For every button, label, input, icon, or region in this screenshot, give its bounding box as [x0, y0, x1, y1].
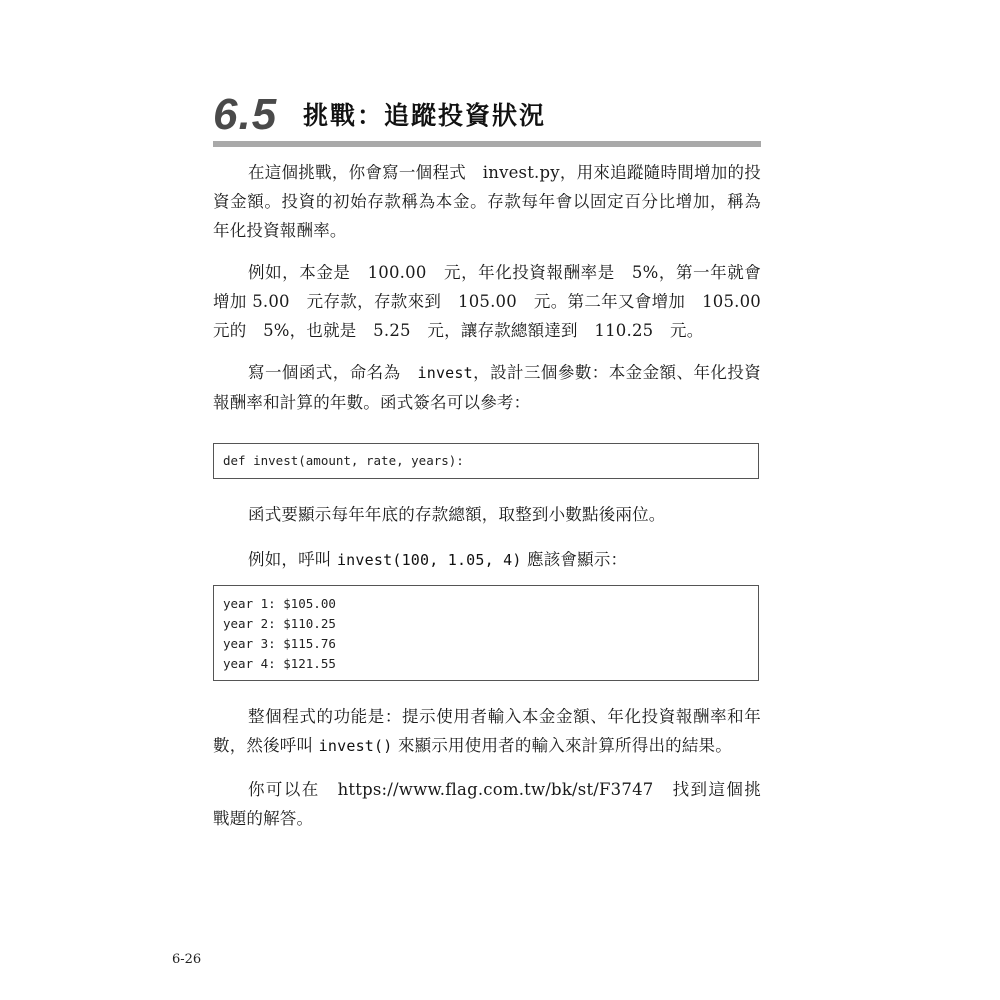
text-segment: 應該會顯示： — [521, 550, 628, 569]
code-block-output — [213, 585, 759, 681]
page-number: 6-26 — [172, 952, 202, 967]
section-number: 6.5 — [213, 90, 278, 139]
text-segment: 來顯示用使用者的輸入來計算所得出的結果。 — [392, 736, 732, 755]
inline-code-invest-call: invest(100, 1.05, 4) — [336, 551, 522, 569]
code-line: year 1: $105.00 — [223, 596, 336, 611]
section-divider — [213, 141, 761, 147]
paragraph-example: 例如，本金是 100.00 元，年化投資報酬率是 5%，第一年就會增加 5.00 元存款，存款來到 105.00 元。第二年又會增加 105.00 元的 5%，也就是 5.25 元，讓存款總額達到 110.25 元。 — [213, 263, 778, 340]
text-segment: ，設計三個參數：本金金額、年化投資報酬率和計算的年數。函式簽名可以參考： — [213, 363, 761, 412]
code-line: year 2: $110.25 — [223, 616, 336, 631]
paragraph-solution-link: 你可以在 https://www.flag.com.tw/bk/st/F3747 找到這個挑戰題的解答。 — [213, 780, 761, 828]
paragraph-call-example — [213, 545, 761, 575]
code-line: year 4: $121.55 — [223, 656, 336, 671]
section-header — [213, 90, 761, 150]
paragraph-intro: 在這個挑戰，你會寫一個程式 invest.py，用來追蹤隨時間增加的投資金額。投資的初始存款稱為本金。存款每年會以固定百分比增加，稱為年化投資報酬率。 — [213, 163, 761, 240]
inline-code-invest: invest — [417, 364, 473, 382]
code-block-signature — [213, 443, 759, 479]
code-line: year 3: $115.76 — [223, 636, 336, 651]
text-segment: 例如，呼叫 — [248, 550, 337, 569]
paragraph-function-spec — [213, 358, 761, 417]
paragraph-output-requirement: 函式要顯示每年年底的存款總額，取整到小數點後兩位。 — [248, 505, 666, 524]
inline-code-invest-empty: invest() — [318, 737, 393, 755]
section-title: 挑戰：追蹤投資狀況 — [303, 101, 547, 130]
text-segment: 寫一個函式，命名為 — [248, 363, 418, 382]
paragraph-program-function — [213, 702, 761, 761]
text-segment: 整個程式的功能是：提示使用者輸入本金金額、年化投資報酬率和年數，然後呼叫 — [213, 707, 761, 755]
code-line: def invest(amount, rate, years): — [223, 453, 464, 468]
